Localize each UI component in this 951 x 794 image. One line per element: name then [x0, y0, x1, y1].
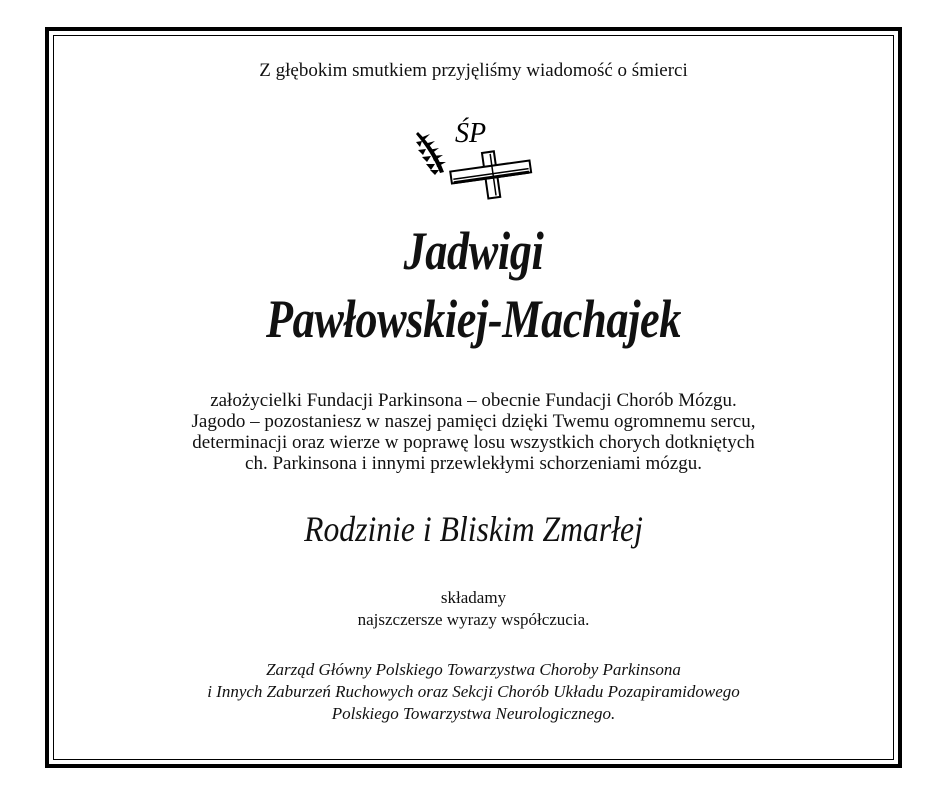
sp-abbreviation: ŚP [455, 118, 487, 149]
signature-line: Polskiego Towarzystwa Neurologicznego. [331, 704, 616, 723]
sympathy-line: składamy [440, 588, 507, 607]
intro-text: Z głębokim smutkiem przyjęliśmy wiadomość o śmierci [259, 60, 688, 81]
deceased-surname: Pawłowskiej-Machajek [266, 289, 681, 349]
sympathy-line: najszczersze wyrazy współczucia. [357, 610, 590, 629]
signature-line: Zarząd Główny Polskiego Towarzystwa Choroby Parkinsona [266, 660, 681, 679]
body-line: ch. Parkinsona i innymi przewlekłymi schorzeniami mózgu. [245, 453, 702, 474]
body-line: determinacji oraz wierze w poprawę losu wszystkich chorych dotkniętych [192, 432, 755, 453]
deceased-first-name: Jadwigi [403, 221, 544, 281]
condolence-heading: Rodzinie i Bliskim Zmarłej [304, 509, 643, 549]
body-line: założycielki Fundacji Parkinsona – obecnie Fundacji Chorób Mózgu. [210, 390, 737, 411]
signature-line: i Innych Zaburzeń Ruchowych oraz Sekcji Chorób Układu Pozapiramidowego [207, 682, 740, 701]
body-line: Jagodo – pozostaniesz w naszej pamięci dzięki Twemu ogromnemu sercu, [191, 411, 756, 432]
